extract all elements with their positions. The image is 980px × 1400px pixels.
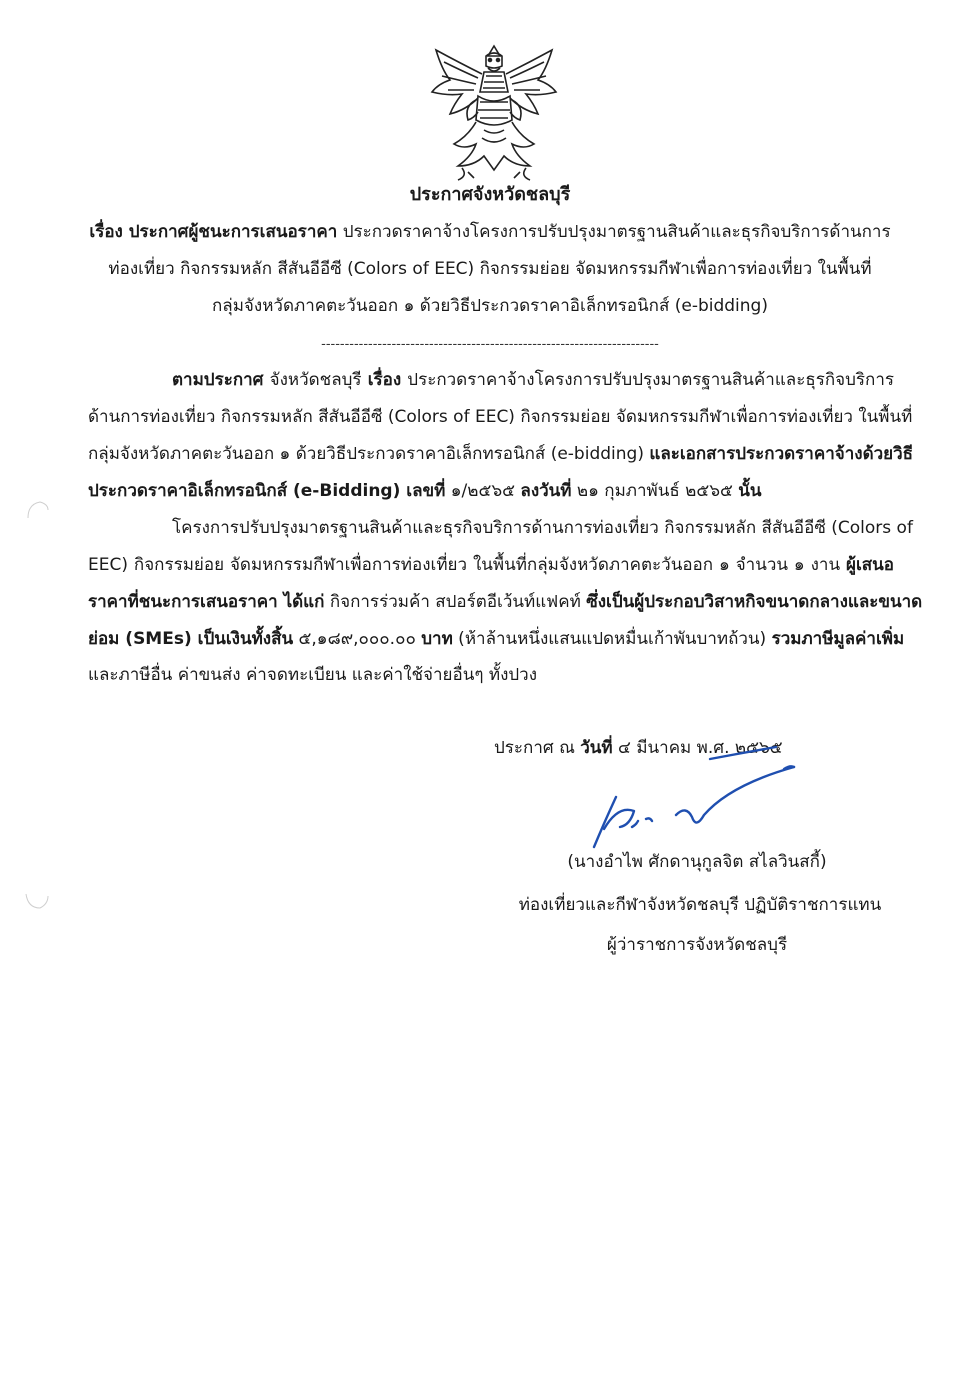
signer-role: ท่องเที่ยวและกีฬาจังหวัดชลบุรี ปฏิบัติราชการแทน <box>518 895 882 915</box>
paragraph1-line3 <box>88 442 914 466</box>
paragraph1-line4 <box>88 479 894 503</box>
p1-l4-b: ๑/๒๕๖๕ <box>445 481 521 501</box>
paragraph2-line2 <box>88 553 894 577</box>
p1-l4-c: ลงวันที่ <box>520 481 572 501</box>
paragraph1-line2: ด้านการท่องเที่ยว กิจกรรมหลัก สีสันอีอีซี (Colors of EEC) กิจกรรมย่อย จัดมหกรรมกีฬาเพื่อการท่องเที่ยว ในพื้นที่ <box>88 407 913 427</box>
subject-label: เรื่อง ประกาศผู้ชนะการเสนอราคา <box>89 222 338 242</box>
date-label: วันที่ <box>580 738 613 758</box>
p1-l4-a: ประกวดราคาอิเล็กทรอนิกส์ (e-Bidding) เลขที่ <box>88 481 446 501</box>
p2-l4-a: ย่อม (SMEs) เป็นเงินทั้งสิ้น <box>88 629 294 649</box>
signer-name: (นางอำไพ ศักดานุกูลจิต สไลวินสกี้) <box>567 852 827 872</box>
p1-l3-a: กลุ่มจังหวัดภาคตะวันออก ๑ ด้วยวิธีประกวดราคาอิเล็กทรอนิกส์ (e-bidding) <box>88 444 650 464</box>
punch-hole-mark <box>22 498 50 526</box>
handwritten-signature <box>580 745 810 855</box>
p2-l4-d: (ห้าล้านหนึ่งแสนแปดหมื่นเก้าพันบาทถ้วน) <box>452 629 772 649</box>
document-title: ประกาศจังหวัดชลบุรี <box>409 184 571 205</box>
date-value: ๔ มีนาคม พ.ศ. ๒๕๖๕ <box>612 738 783 758</box>
p2-l4-c: บาท <box>421 629 453 649</box>
p2-l3-c: ซึ่งเป็นผู้ประกอบวิสาหกิจขนาดกลางและขนาด <box>586 592 923 612</box>
signer-authority: ผู้ว่าราชการจังหวัดชลบุรี <box>606 935 788 955</box>
paragraph2-line1: โครงการปรับปรุงมาตรฐานสินค้าและธุรกิจบริการด้านการท่องเที่ยว กิจกรรมหลัก สีสันอีอีซี (Colors of <box>172 518 913 538</box>
p2-l3-b: กิจการร่วมค้า สปอร์ตอีเว้นท์แฟคท์ <box>324 592 587 612</box>
p1-l1-c: เรื่อง <box>367 370 402 390</box>
paragraph2-line5: และภาษีอื่น ค่าขนส่ง ค่าจดทะเบียน และค่าใช้จ่ายอื่นๆ ทั้งปวง <box>88 665 538 685</box>
divider-rule: ------------------------------------------------------------------------ <box>321 337 659 352</box>
date-prefix: ประกาศ ณ <box>494 738 581 758</box>
p2-l2-a: EEC) กิจกรรมย่อย จัดมหกรรมกีฬาเพื่อการท่องเที่ยว ในพื้นที่กลุ่มจังหวัดภาคตะวันออก ๑ จำนวน ๑ งาน <box>88 555 847 575</box>
p2-l4-e: รวมภาษีมูลค่าเพิ่ม <box>771 629 905 649</box>
p1-l4-e: นั้น <box>738 481 762 501</box>
paragraph2-line3 <box>88 590 923 614</box>
p2-l4-b: ๕,๑๘๙,๐๐๐.๐๐ <box>293 629 422 649</box>
paragraph2-line4 <box>88 627 905 651</box>
subject-text-1: ประกวดราคาจ้างโครงการปรับปรุงมาตรฐานสินค้าและธุรกิจบริการด้านการ <box>342 222 891 242</box>
subject-line-3: กลุ่มจังหวัดภาคตะวันออก ๑ ด้วยวิธีประกวดราคาอิเล็กทรอนิกส์ (e-bidding) <box>212 296 768 316</box>
p1-l1-d: ประกวดราคาจ้างโครงการปรับปรุงมาตรฐานสินค้าและธุรกิจบริการ <box>401 370 894 390</box>
p2-l3-a: ราคาที่ชนะการเสนอราคา ได้แก่ <box>88 592 325 612</box>
garuda-emblem-icon <box>428 40 560 182</box>
paragraph1-line1 <box>172 368 894 392</box>
subject-line-2: ท่องเที่ยว กิจกรรมหลัก สีสันอีอีซี (Colors of EEC) กิจกรรมย่อย จัดมหกรรมกีฬาเพื่อการท่องเที่ยว ในพื้นที่ <box>108 259 872 279</box>
p2-l2-b: ผู้เสนอ <box>846 555 894 575</box>
p1-l1-b: จังหวัดชลบุรี <box>263 370 368 390</box>
punch-hole-mark <box>22 884 50 912</box>
subject-line-1 <box>60 220 920 244</box>
p1-l3-b: และเอกสารประกวดราคาจ้างด้วยวิธี <box>649 444 914 464</box>
p1-l4-d: ๒๑ กุมภาพันธ์ ๒๕๖๕ <box>571 481 739 501</box>
p1-l1-a: ตามประกาศ <box>172 370 264 390</box>
